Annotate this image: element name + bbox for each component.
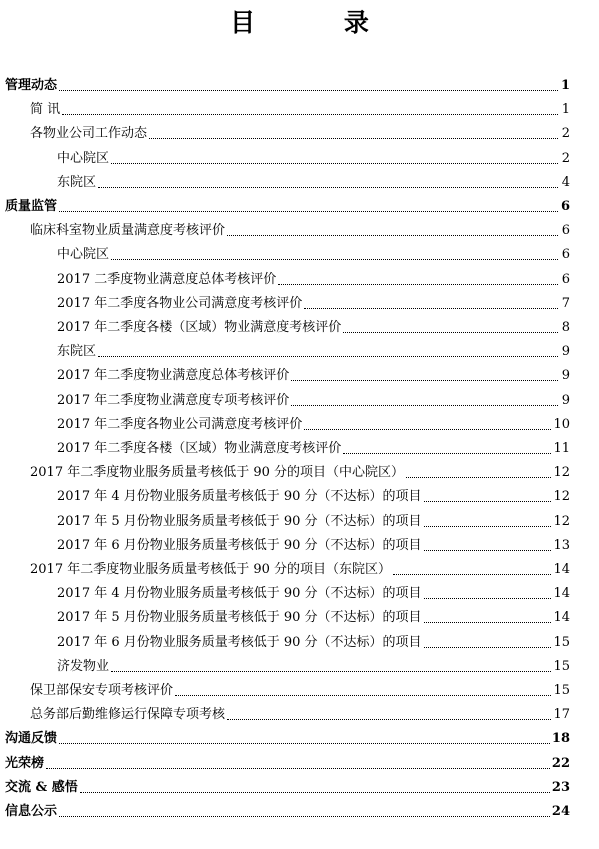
toc-leader-dots (111, 259, 558, 260)
toc-leader-dots (59, 90, 558, 91)
toc-entry-label: 东院区 (57, 174, 97, 190)
toc-entry[interactable] (57, 510, 570, 530)
toc-leader-dots (424, 622, 552, 623)
toc-title: 目 录 (230, 8, 409, 37)
toc-entry[interactable] (57, 292, 570, 312)
toc-entry-label: 2017 年二季度各物业公司满意度考核评价 (57, 416, 303, 432)
toc-entry-label: 2017 年 5 月份物业服务质量考核低于 90 分（不达标）的项目 (57, 513, 422, 529)
toc-entry-page: 8 (561, 320, 570, 335)
toc-entry-page: 18 (551, 731, 570, 747)
toc-entry[interactable] (57, 485, 570, 505)
toc-leader-dots (227, 235, 558, 236)
toc-leader-dots (46, 768, 550, 769)
toc-leader-dots (59, 816, 550, 817)
toc-entry[interactable] (57, 413, 570, 433)
toc-entry-page: 6 (561, 271, 570, 287)
toc-entry[interactable] (57, 606, 570, 626)
toc-entry-page: 15 (553, 658, 570, 674)
toc-entry-page: 14 (553, 562, 570, 577)
toc-entry[interactable] (57, 437, 570, 457)
toc-leader-dots (278, 284, 558, 285)
toc-entry-page: 10 (553, 416, 570, 432)
toc-entry[interactable] (57, 316, 570, 336)
toc-entry-page: 1 (560, 78, 570, 93)
toc-leader-dots (424, 647, 552, 648)
toc-leader-dots (111, 163, 558, 164)
toc-entry[interactable] (30, 98, 570, 118)
toc-entry-label: 光荣榜 (5, 755, 45, 771)
toc-entry-page: 6 (561, 223, 570, 239)
toc-leader-dots (98, 187, 558, 188)
toc-leader-dots (98, 356, 558, 357)
toc-entry-label: 2017 年二季度各楼（区域）物业满意度考核评价 (57, 441, 342, 456)
toc-entry-label: 2017 年二季度物业满意度总体考核评价 (57, 368, 290, 384)
toc-entry-label: 2017 年 6 月份物业服务质量考核低于 90 分（不达标）的项目 (57, 537, 422, 553)
toc-leader-dots (175, 695, 551, 696)
toc-entry-label: 2017 二季度物业满意度总体考核评价 (57, 271, 277, 287)
toc-entry-page: 12 (553, 489, 570, 505)
toc-entry-page: 2 (561, 126, 570, 142)
toc-entry-label: 东院区 (57, 344, 97, 360)
toc-entry-page: 11 (553, 441, 570, 456)
toc-leader-dots (62, 114, 558, 115)
toc-entry[interactable] (5, 776, 570, 796)
toc-leader-dots (111, 671, 551, 672)
toc-leader-dots (424, 501, 552, 502)
toc-entry-page: 2 (561, 150, 570, 166)
toc-entry[interactable] (30, 679, 570, 699)
toc-entry-page: 12 (553, 465, 570, 481)
toc-entry[interactable] (30, 703, 570, 723)
toc-entry[interactable] (30, 219, 570, 239)
toc-entry[interactable] (57, 582, 570, 602)
toc-entry[interactable] (57, 243, 570, 263)
toc-entry-page: 15 (553, 683, 570, 698)
toc-leader-dots (424, 550, 552, 551)
toc-leader-dots (424, 598, 552, 599)
toc-entry-page: 6 (561, 247, 570, 263)
toc-entry-page: 9 (561, 344, 570, 360)
toc-entry-label: 临床科室物业质量满意度考核评价 (30, 223, 226, 239)
toc-entry[interactable] (57, 171, 570, 191)
toc-leader-dots (343, 332, 558, 333)
toc-entry-label: 2017 年二季度各楼（区域）物业满意度考核评价 (57, 320, 342, 335)
toc-entry[interactable] (30, 122, 570, 142)
toc-entry-page: 13 (553, 537, 570, 553)
toc-entry-label: 保卫部保安专项考核评价 (30, 683, 174, 698)
toc-entry-label: 2017 年 6 月份物业服务质量考核低于 90 分（不达标）的项目 (57, 634, 422, 650)
toc-entry-label: 质量监管 (5, 199, 58, 214)
toc-entry[interactable] (5, 727, 570, 747)
toc-entry[interactable] (5, 195, 570, 215)
toc-entry-label: 总务部后勤维修运行保障专项考核 (30, 707, 226, 723)
toc-entry[interactable] (57, 534, 570, 554)
toc-entry-page: 17 (553, 707, 570, 723)
toc-entry-label: 信息公示 (5, 804, 58, 819)
toc-entry-label: 2017 年 4 月份物业服务质量考核低于 90 分（不达标）的项目 (57, 489, 422, 505)
toc-entry-page: 6 (560, 199, 570, 214)
toc-entry-label: 2017 年二季度物业服务质量考核低于 90 分的项目（东院区） (30, 562, 392, 577)
toc-leader-dots (393, 574, 551, 575)
toc-entry[interactable] (57, 147, 570, 167)
toc-entry-label: 各物业公司工作动态 (30, 126, 148, 142)
toc-entry[interactable] (57, 340, 570, 360)
toc-leader-dots (304, 429, 551, 430)
toc-entry-page: 24 (551, 804, 570, 819)
toc-leader-dots (59, 743, 550, 744)
toc-entry-label: 中心院区 (57, 247, 110, 263)
toc-entry[interactable] (57, 655, 570, 675)
toc-entry-page: 14 (553, 586, 570, 602)
toc-entry[interactable] (57, 268, 570, 288)
toc-leader-dots (291, 405, 558, 406)
toc-entry-page: 9 (561, 368, 570, 384)
toc-entry-label: 沟通反馈 (5, 731, 58, 747)
toc-entry-label: 管理动态 (5, 78, 58, 93)
toc-entry[interactable] (57, 389, 570, 409)
toc-entry[interactable] (30, 558, 570, 578)
toc-entry-label: 2017 年二季度物业服务质量考核低于 90 分的项目（中心院区） (30, 465, 405, 481)
toc-leader-dots (343, 453, 551, 454)
toc-entry[interactable] (5, 800, 570, 820)
toc-entry-page: 23 (551, 779, 570, 795)
toc-entry[interactable] (57, 631, 570, 651)
toc-leader-dots (59, 211, 558, 212)
toc-entry-label: 交流 & 感悟 (5, 779, 78, 795)
toc-entry-label: 济发物业 (57, 658, 110, 674)
toc-entry[interactable] (5, 74, 570, 94)
toc-leader-dots (291, 380, 558, 381)
toc-entry-page: 9 (561, 392, 570, 408)
toc-entry[interactable] (30, 461, 570, 481)
toc-entry-page: 14 (553, 610, 570, 626)
toc-entry-label: 2017 年 4 月份物业服务质量考核低于 90 分（不达标）的项目 (57, 586, 422, 602)
toc-leader-dots (80, 792, 550, 793)
toc-entry-label: 2017 年二季度物业满意度专项考核评价 (57, 392, 290, 408)
toc-entry[interactable] (5, 752, 570, 772)
toc-entry-page: 12 (553, 513, 570, 529)
toc-entry-label: 2017 年 5 月份物业服务质量考核低于 90 分（不达标）的项目 (57, 610, 422, 626)
toc-entry-page: 4 (561, 174, 570, 190)
toc-entry-page: 1 (561, 102, 570, 118)
toc-leader-dots (149, 138, 558, 139)
toc-entry[interactable] (57, 364, 570, 384)
toc-entry-label: 2017 年二季度各物业公司满意度考核评价 (57, 295, 303, 311)
toc-entry-label: 简 讯 (30, 102, 61, 118)
toc-entry-page: 7 (561, 295, 570, 311)
toc-entry-page: 22 (551, 755, 570, 771)
toc-leader-dots (406, 477, 551, 478)
toc-leader-dots (304, 308, 558, 309)
toc-leader-dots (424, 526, 552, 527)
toc-entry-page: 15 (553, 634, 570, 650)
toc-entry-label: 中心院区 (57, 150, 110, 166)
toc-leader-dots (227, 719, 551, 720)
